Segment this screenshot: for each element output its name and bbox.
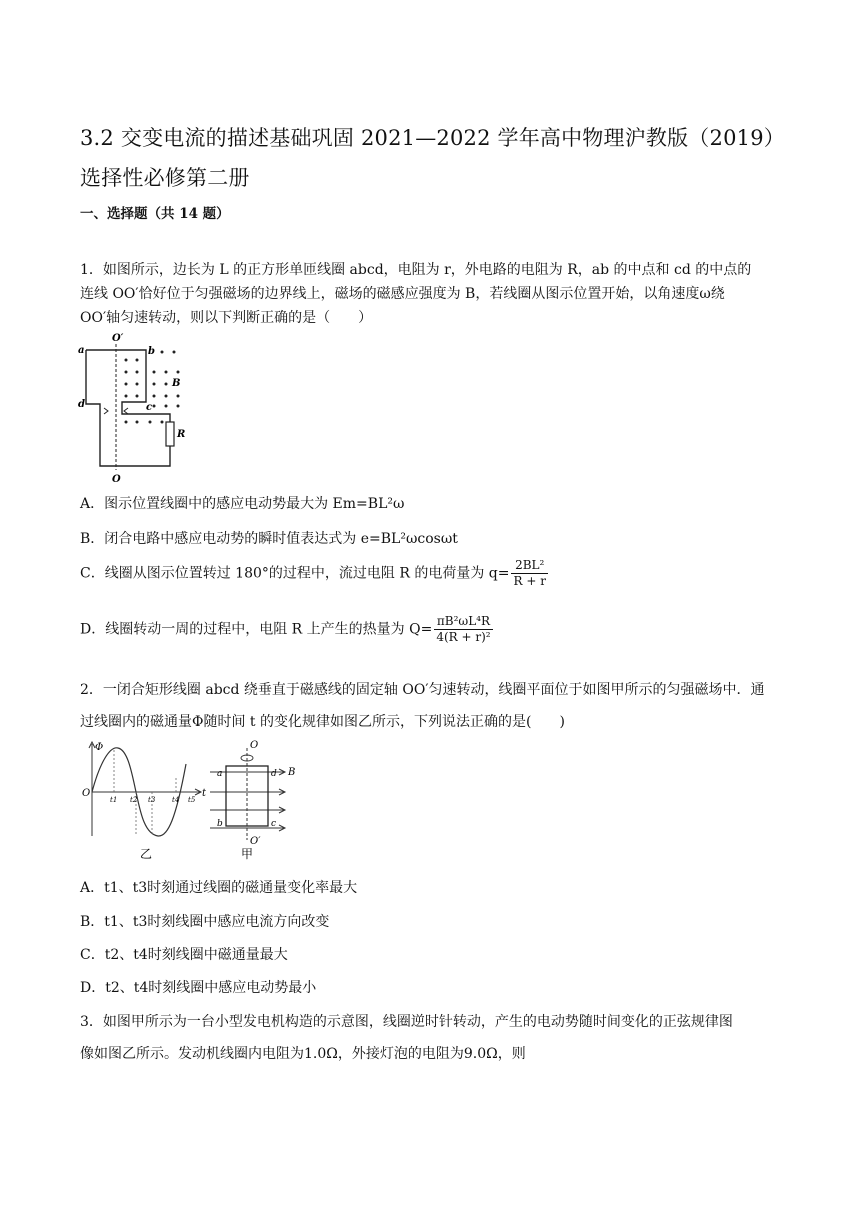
- caption-jia: 甲: [241, 847, 254, 861]
- label-a: a: [78, 345, 85, 356]
- tick-t4: t4: [172, 796, 180, 804]
- axis-label-t: t: [202, 788, 207, 799]
- label-d: d: [78, 399, 85, 410]
- q2-option-a: A．t1、t3时刻通过线圈的磁通量变化率最大: [80, 880, 358, 896]
- caption-yi: 乙: [140, 847, 153, 861]
- label-B: B: [172, 378, 181, 389]
- q1-option-d-text: D．线圈转动一周的过程中，电阻 R 上产生的热量为 Q=: [80, 621, 433, 638]
- label-o: O: [112, 474, 121, 485]
- label-c: c: [271, 819, 277, 829]
- q1-option-d: [80, 614, 495, 645]
- label-b: b: [148, 346, 155, 357]
- q2-line-1: 2．一闭合矩形线圈 abcd 绕垂直于磁感线的固定轴 OO′匀速转动，线圈平面位于如图甲所示的匀强磁场中．通: [80, 682, 765, 698]
- document-title: 3.2 交变电流的描述基础巩固 2021—2022 学年高中物理沪教版（2019）选择性必修第二册: [80, 126, 785, 190]
- q3-line-2: 像如图乙所示。发动机线圈内电阻为1.0Ω，外接灯泡的电阻为9.0Ω，则: [80, 1046, 526, 1062]
- tick-t2: t2: [130, 796, 138, 804]
- tick-t5: t5: [188, 796, 196, 804]
- tick-t3: t3: [148, 796, 156, 804]
- q2-figure: [78, 738, 308, 864]
- q1-option-c: [80, 558, 550, 589]
- q3-line-1: 3．如图甲所示为一台小型发电机构造的示意图，线圈逆时针转动，产生的电动势随时间变化的正弦规律图: [80, 1014, 733, 1030]
- q2-option-b: B．t1、t3时刻线圈中感应电流方向改变: [80, 914, 330, 930]
- section-heading: 一、选择题（共 14 题）: [80, 206, 230, 222]
- axis-label-phi: Φ: [95, 742, 104, 753]
- q1-option-d-fraction: [434, 614, 492, 645]
- axis-label-origin: O: [82, 788, 91, 799]
- q1-option-c-fraction: [511, 558, 547, 589]
- label-R: R: [177, 429, 186, 440]
- q1-line-1: 1．如图所示，边长为 L 的正方形单匝线圈 abcd，电阻为 r，外电路的电阻为 R，ab 的中点和 cd 的中点的: [80, 262, 752, 278]
- q1-coil-figure: [74, 330, 204, 488]
- q2-line-2: 过线圈内的磁通量Φ随时间 t 的变化规律如图乙所示，下列说法正确的是( ): [80, 714, 565, 730]
- q2-option-d: D．t2、t4时刻线圈中感应电动势最小: [80, 980, 317, 996]
- q1-line-3: OO′轴匀速转动，则以下判断正确的是（ ）: [80, 310, 373, 326]
- tick-t1: t1: [110, 796, 118, 804]
- q2-option-c: C．t2、t4时刻线圈中磁通量最大: [80, 947, 288, 963]
- q1-option-a: A．图示位置线圈中的感应电动势最大为 Em=BL²ω: [80, 496, 405, 512]
- q1-option-d-denominator: 4(R + r)²: [436, 630, 491, 644]
- label-d: d: [271, 769, 277, 779]
- label-o-prime: O′: [112, 333, 124, 344]
- q1-line-2: 连线 OO′恰好位于匀强磁场的边界线上，磁场的磁感应强度为 B，若线圈从图示位置开始，以角速度ω绕: [80, 286, 725, 302]
- q1-option-c-denominator: R + r: [513, 574, 546, 588]
- q1-option-c-text: C．线圈从图示位置转过 180°的过程中，流过电阻 R 的电荷量为 q=: [80, 565, 510, 582]
- label-B: B: [288, 767, 296, 778]
- label-o-prime: O′: [250, 836, 261, 847]
- q1-option-c-numerator: 2BL²: [511, 558, 547, 574]
- label-c: c: [146, 402, 153, 413]
- label-a: a: [217, 769, 223, 779]
- q1-option-b: B．闭合电路中感应电动势的瞬时值表达式为 e=BL²ωcosωt: [80, 531, 458, 547]
- label-O: O: [250, 740, 259, 751]
- q1-option-d-numerator: πB²ωL⁴R: [434, 614, 492, 630]
- label-b: b: [217, 819, 223, 829]
